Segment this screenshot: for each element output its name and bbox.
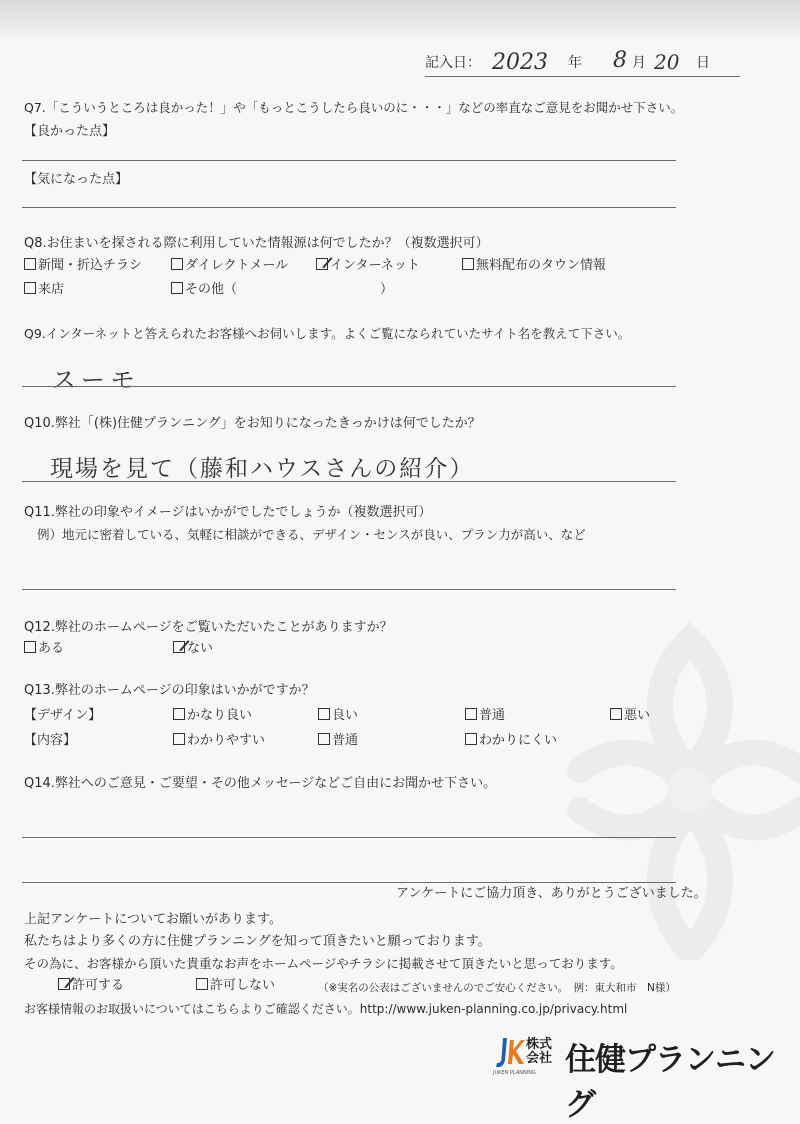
q11-example: 例）地元に密着している、気軽に相談ができる、デザイン・センスが良い、プラン力が高い、など [37,527,586,542]
logo-name: 住健プランニング [565,1042,775,1123]
date-day: 20 [654,50,680,74]
q13-design-very-good[interactable]: かなり良い [173,708,252,724]
footer-thanks: アンケートにご協力頂き、ありがとうございました。 [396,886,707,901]
q7-question: Q7.「こういうところは良かった！」や「もっとこうしたら良いのに・・・」などの率直なご意見をお聞かせ下さい。 [24,100,684,115]
q12-option-no[interactable]: ない [173,641,213,657]
q12-question: Q12.弊社のホームページをご覧いただいたことがありますか？ [24,620,393,635]
date-day-unit: 日 [696,55,710,71]
logo-mark-text: JUKEN PLANNING [493,1070,536,1076]
checkbox-checked-icon [58,978,70,990]
checkbox-icon [24,282,36,294]
q8-option-town-info[interactable]: 無料配布のタウン情報 [462,258,606,274]
q14-answer-line-1[interactable] [22,837,676,838]
scan-top-shadow [0,0,800,40]
q13-design-good[interactable]: 良い [318,708,358,724]
q13-content-easy[interactable]: わかりやすい [173,733,265,749]
q8-option-store-visit[interactable]: 来店 [24,282,64,298]
checkbox-icon [465,733,477,745]
date-year-unit: 年 [568,55,582,71]
checkbox-checked-icon [173,641,185,653]
q8-option-other[interactable]: その他（ [171,282,237,298]
footer-request-3: その為に、お客様から頂いた貴重なお声をホームページやチラシに掲載させて頂きたいと思っております。 [24,956,623,971]
q7-concern-label: 【気になった点】 [24,172,129,187]
checkbox-icon [465,708,477,720]
checkbox-icon [171,282,183,294]
q9-handwritten-answer: スーモ [52,366,141,394]
q11-answer-line[interactable] [22,589,676,590]
footer-deny-option[interactable]: 許可しない [196,978,275,994]
logo-prefix: 株式会社 [526,1037,553,1066]
q11-question: Q11.弊社の印象やイメージはいかがでしたでしょうか（複数選択可） [24,505,432,520]
q12-option-yes[interactable]: ある [24,641,64,657]
footer-note: （※実名の公表はございませんのでご安心ください。 例：東大和市 N様） [318,982,676,994]
checkbox-icon [610,708,622,720]
date-underline [425,76,740,77]
q13-content-label: 【内容】 [24,733,77,748]
checkbox-icon [24,258,36,270]
q13-design-average[interactable]: 普通 [465,708,505,724]
date-label: 記入日： [425,55,481,71]
q14-question: Q14.弊社へのご意見・ご要望・その他メッセージなどご自由にお聞かせ下さい。 [24,776,497,791]
checkbox-icon [173,733,185,745]
q13-design-label: 【デザイン】 [24,708,102,723]
q10-question: Q10.弊社「(株)住健プランニング」をお知りになったきっかけは何でしたか？ [24,416,481,431]
date-month-unit: 月 [632,55,646,71]
q8-option-newspaper[interactable]: 新聞・折込チラシ [24,258,142,274]
footer-request-2: 私たちはより多くの方に住健プランニングを知って頂きたいと願っております。 [24,934,491,949]
q13-content-average[interactable]: 普通 [318,733,358,749]
company-logo [493,1032,785,1123]
q10-answer-line[interactable] [22,481,676,482]
q8-option-direct-mail[interactable]: ダイレクトメール [171,258,288,274]
q14-answer-line-2[interactable] [22,882,676,883]
jk-mark-icon [493,1034,525,1074]
ornament-watermark [540,620,800,960]
q10-handwritten-answer: 現場を見て（藤和ハウスさんの紹介） [50,456,475,482]
date-month: 8 [613,48,627,73]
checkbox-icon [24,641,36,653]
q7-good-label: 【良かった点】 [24,124,116,139]
q8-option-internet[interactable]: インターネット [316,258,420,274]
q13-content-hard[interactable]: わかりにくい [465,733,557,749]
checkbox-icon [173,708,185,720]
checkbox-icon [196,978,208,990]
checkbox-icon [318,733,330,745]
q8-other-close-paren: ） [380,282,394,297]
checkbox-checked-icon [316,258,328,270]
q8-question: Q8.お住まいを探される際に利用していた情報源は何でしたか？（複数選択可） [24,236,489,251]
q7-good-answer-line[interactable] [22,160,676,161]
date-year: 2023 [492,50,548,75]
checkbox-icon [171,258,183,270]
q9-question: Q9.インターネットと答えられたお客様へお伺いします。よくご覧になられていたサイト名を教えて下さい。 [24,326,631,341]
q9-answer-line[interactable] [22,386,676,387]
footer-request-1: 上記アンケートについてお願いがあります。 [24,912,282,927]
footer-privacy: お客様情報のお取扱いについてはこちらよりご確認ください。http://www.juken-planning.co.jp/privacy.html [24,1002,628,1016]
q13-question: Q13.弊社のホームページの印象はいかがですか？ [24,683,315,698]
checkbox-icon [318,708,330,720]
footer-permit-option[interactable]: 許可する [58,978,124,994]
checkbox-icon [462,258,474,270]
q7-concern-answer-line[interactable] [22,207,676,208]
q13-design-bad[interactable]: 悪い [610,708,650,724]
